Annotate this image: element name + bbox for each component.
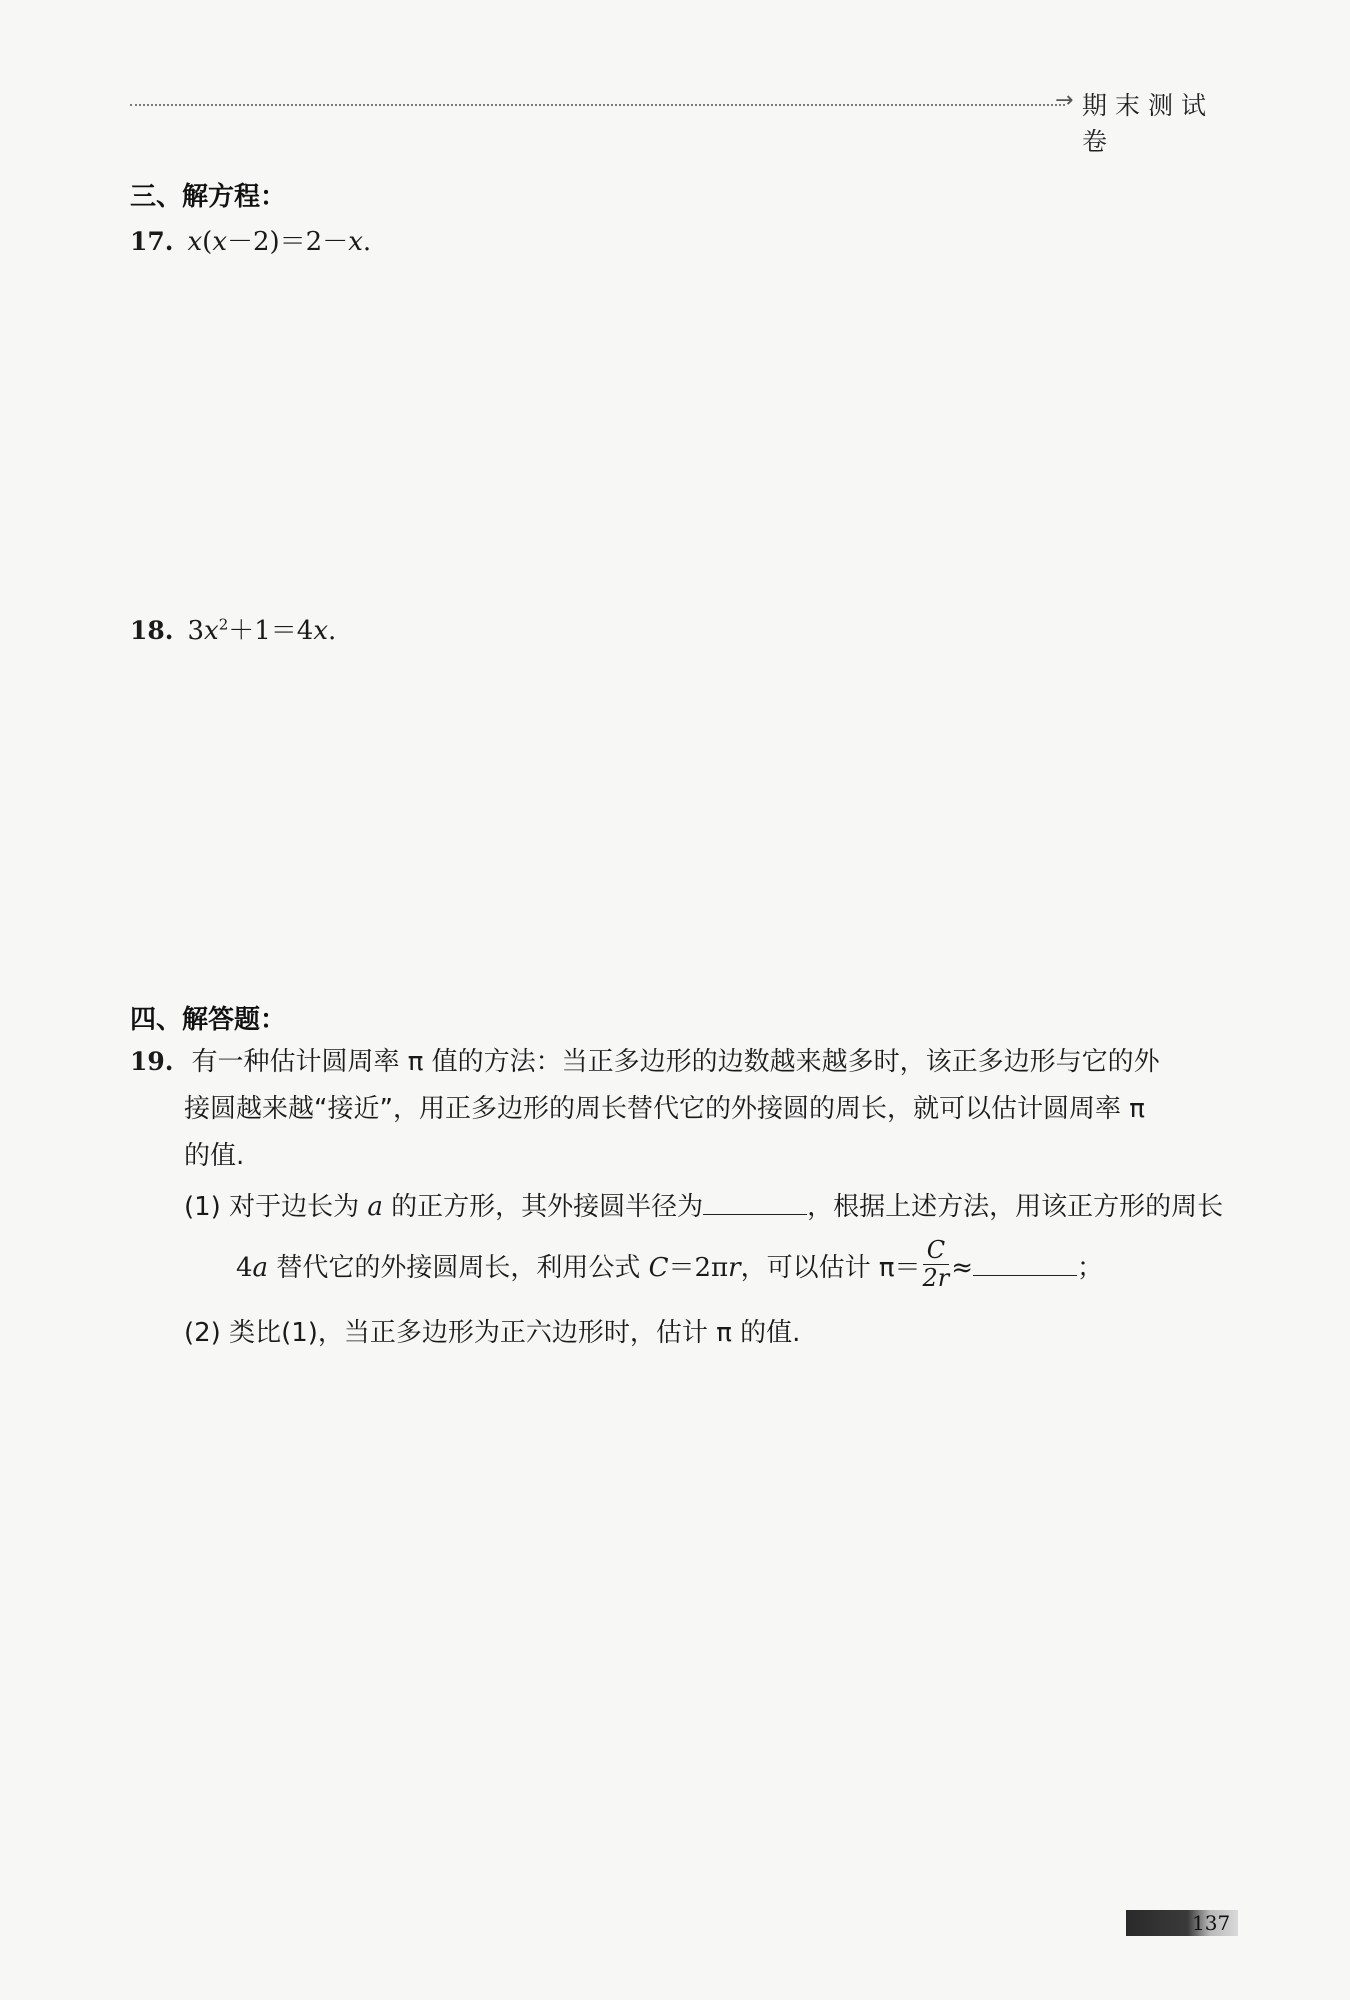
answer-blank-radius[interactable] bbox=[703, 1192, 807, 1215]
question-19-part-2: (2) 类比(1)，当正多边形为正六边形时，估计 π 的值. bbox=[184, 1318, 801, 1348]
header-title: 期末测试卷 bbox=[1082, 91, 1215, 156]
question-19-line-3: 的值. bbox=[184, 1141, 245, 1171]
answer-blank-pi-estimate[interactable] bbox=[973, 1253, 1077, 1276]
question-18-equation: $3x^2+1=4x$. bbox=[187, 615, 337, 646]
section-title-solve-equations: 三、解方程： bbox=[130, 182, 287, 212]
question-18 bbox=[130, 617, 336, 644]
question-19-part-1-line-1: (1) 对于边长为 a 的正方形，其外接圆半径为 ，根据上述方法，用该正方形的周长 bbox=[184, 1192, 1224, 1222]
question-17 bbox=[130, 229, 371, 255]
question-19-line-2: 接圆越来越“接近”，用正多边形的周长替代它的外接圆的周长，就可以估计圆周率 π bbox=[184, 1094, 1145, 1124]
page-number: 137 bbox=[1192, 1911, 1231, 1935]
question-17-equation: x(x－2)＝2－x. bbox=[187, 227, 372, 257]
question-number: 17. bbox=[130, 227, 174, 256]
question-19-line-1: 19. 有一种估计圆周率 π 值的方法：当正多边形的边数越来越多时，该正多边形与它的外 bbox=[130, 1047, 1160, 1077]
page-header bbox=[130, 86, 1240, 156]
question-number: 19. bbox=[130, 1047, 174, 1076]
header-arrow-icon: → bbox=[1055, 88, 1074, 113]
question-number: 18. bbox=[130, 615, 174, 645]
fraction-c-over-2r: $\frac{C}{2r}$ bbox=[922, 1236, 950, 1293]
question-19-part-1-line-2: 4a 替代它的外接圆周长，利用公式 C＝2πr，可以估计 π＝ $\frac{C}{2r}$ ≈ ； bbox=[236, 1236, 1104, 1293]
header-dotted-rule bbox=[130, 104, 1065, 106]
section-title-answer-questions: 四、解答题： bbox=[130, 1005, 287, 1035]
